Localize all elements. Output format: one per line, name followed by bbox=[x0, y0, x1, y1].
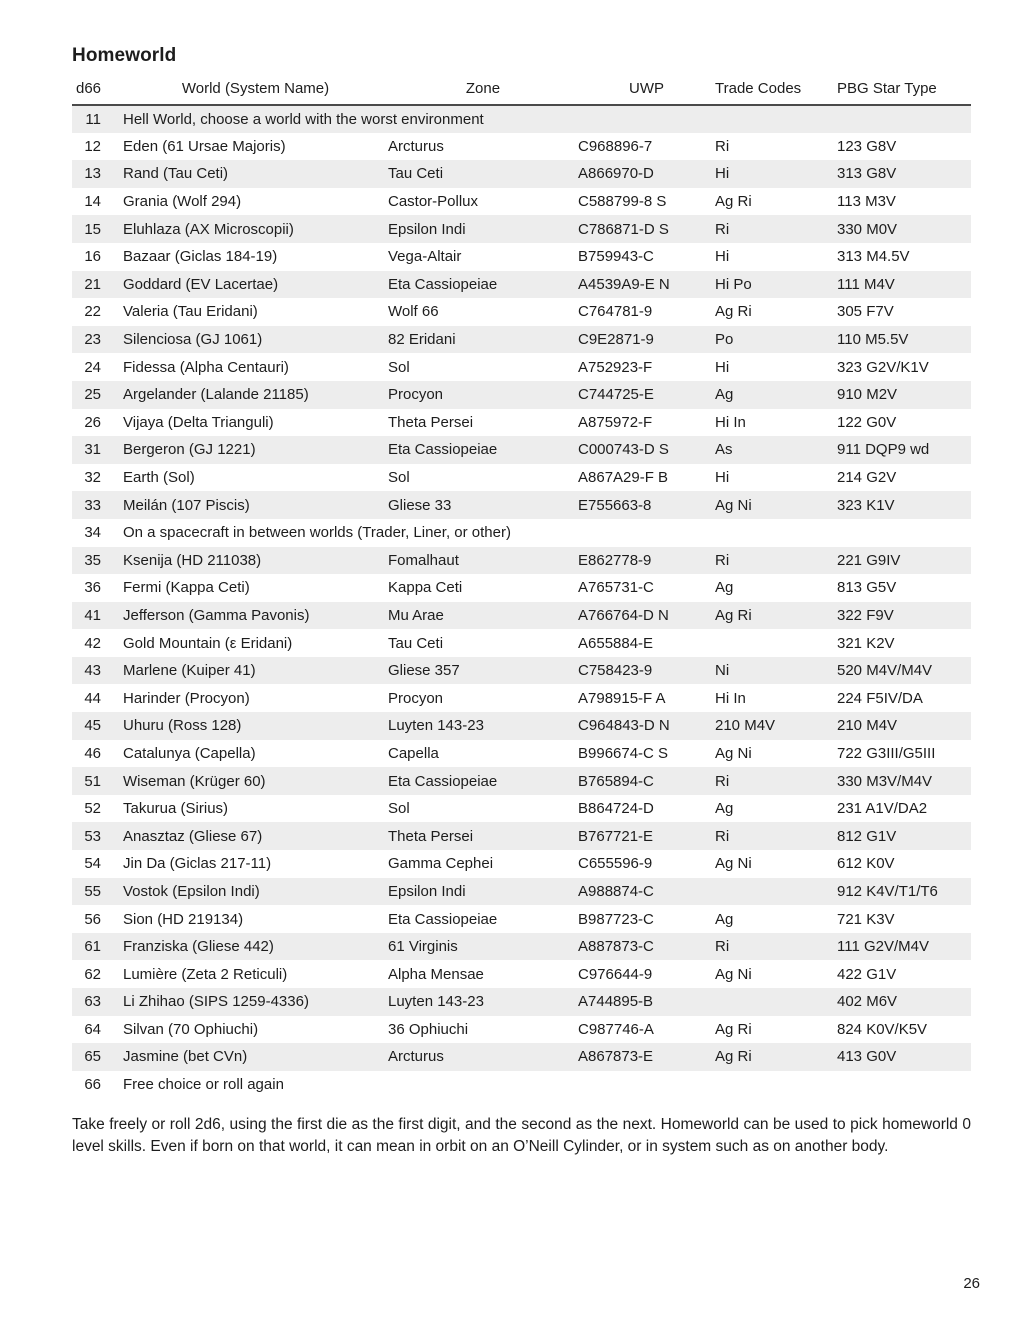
table-row bbox=[72, 436, 971, 464]
cell-d66: 34 bbox=[84, 524, 101, 542]
cell-zone: Tau Ceti bbox=[388, 634, 444, 652]
cell-uwp: A866970-D bbox=[578, 165, 654, 183]
table-row bbox=[72, 1016, 971, 1044]
cell-zone: Eta Cassiopeiae bbox=[388, 910, 498, 928]
cell-zone: Eta Cassiopeiae bbox=[388, 441, 498, 459]
cell-world: Bergeron (GJ 1221) bbox=[123, 441, 256, 459]
cell-trade: As bbox=[715, 441, 733, 459]
cell-uwp: B759943-C bbox=[578, 248, 654, 266]
cell-zone: Arcturus bbox=[388, 137, 444, 155]
table-row bbox=[72, 519, 971, 547]
cell-pbg: 224 F5IV/DA bbox=[837, 689, 923, 707]
cell-d66: 12 bbox=[84, 137, 101, 155]
cell-d66: 54 bbox=[84, 855, 101, 873]
cell-zone: Kappa Ceti bbox=[388, 579, 463, 597]
cell-uwp: E862778-9 bbox=[578, 551, 652, 569]
cell-trade: Ag Ri bbox=[715, 303, 752, 321]
cell-world: Wiseman (Krüger 60) bbox=[123, 772, 266, 790]
cell-world: Takurua (Sirius) bbox=[123, 800, 229, 818]
cell-trade: Ag Ni bbox=[715, 855, 752, 873]
table-row bbox=[72, 271, 971, 299]
page-number: 26 bbox=[963, 1275, 980, 1292]
cell-uwp: A798915-F A bbox=[578, 689, 666, 707]
cell-trade: Ag Ri bbox=[715, 193, 752, 211]
cell-trade bbox=[715, 878, 837, 906]
cell-world: Eluhlaza (AX Microscopii) bbox=[123, 220, 294, 238]
cell-zone: Gliese 357 bbox=[388, 662, 460, 680]
cell-world: Jefferson (Gamma Pavonis) bbox=[123, 606, 310, 624]
cell-pbg: 214 G2V bbox=[837, 469, 897, 487]
cell-pbg: 812 G1V bbox=[837, 827, 897, 845]
cell-zone: Sol bbox=[388, 358, 410, 376]
cell-d66: 46 bbox=[84, 744, 101, 762]
cell-world: Franziska (Gliese 442) bbox=[123, 938, 274, 956]
cell-pbg: 330 M0V bbox=[837, 220, 898, 238]
cell-zone: Eta Cassiopeiae bbox=[388, 275, 498, 293]
cell-zone: Luyten 143-23 bbox=[388, 717, 484, 735]
cell-trade: Hi bbox=[715, 469, 730, 487]
cell-world: Catalunya (Capella) bbox=[123, 744, 256, 762]
column-header-d66: d66 bbox=[72, 80, 123, 105]
cell-zone: Arcturus bbox=[388, 1048, 444, 1066]
cell-world: Rand (Tau Ceti) bbox=[123, 165, 229, 183]
cell-pbg: 402 M6V bbox=[837, 993, 898, 1011]
cell-zone: Epsilon Indi bbox=[388, 882, 466, 900]
table-row bbox=[72, 188, 971, 216]
cell-zone: Vega-Altair bbox=[388, 248, 462, 266]
cell-zone: Gamma Cephei bbox=[388, 855, 494, 873]
cell-world: Eden (61 Ursae Majoris) bbox=[123, 137, 286, 155]
cell-world: Jasmine (bet CVn) bbox=[123, 1048, 248, 1066]
table-row bbox=[72, 1071, 971, 1099]
cell-zone: Wolf 66 bbox=[388, 303, 439, 321]
cell-trade: Ni bbox=[715, 662, 730, 680]
cell-uwp: C744725-E bbox=[578, 386, 654, 404]
cell-world: Fermi (Kappa Ceti) bbox=[123, 579, 250, 597]
cell-trade: Ri bbox=[715, 551, 730, 569]
cell-trade: Ag bbox=[715, 800, 734, 818]
cell-d66: 31 bbox=[84, 441, 101, 459]
cell-pbg: 111 M4V bbox=[837, 275, 895, 293]
cell-d66: 21 bbox=[84, 275, 101, 293]
cell-zone: Capella bbox=[388, 744, 439, 762]
cell-d66: 55 bbox=[84, 882, 101, 900]
cell-trade: Hi bbox=[715, 358, 730, 376]
table-body bbox=[72, 105, 971, 1098]
cell-trade: Ri bbox=[715, 772, 730, 790]
cell-d66: 45 bbox=[84, 717, 101, 735]
cell-trade: Ag Ni bbox=[715, 744, 752, 762]
cell-pbg: 231 A1V/DA2 bbox=[837, 800, 928, 818]
column-header-zone: Zone bbox=[388, 80, 578, 105]
column-header-world: World (System Name) bbox=[123, 80, 388, 105]
table-row bbox=[72, 160, 971, 188]
cell-zone: Mu Arae bbox=[388, 606, 444, 624]
table-row bbox=[72, 822, 971, 850]
cell-pbg: 911 DQP9 wd bbox=[837, 441, 930, 459]
cell-trade: Ri bbox=[715, 220, 730, 238]
cell-world: Meilán (107 Piscis) bbox=[123, 496, 250, 514]
column-header-trade-codes: Trade Codes bbox=[715, 80, 837, 105]
table-row bbox=[72, 464, 971, 492]
cell-pbg: 413 G0V bbox=[837, 1048, 897, 1066]
cell-uwp: C964843-D N bbox=[578, 717, 670, 735]
cell-trade: Ag bbox=[715, 579, 734, 597]
cell-uwp: E755663-8 bbox=[578, 496, 652, 514]
cell-zone: Theta Persei bbox=[388, 413, 474, 431]
cell-d66: 66 bbox=[84, 1076, 101, 1094]
cell-zone: Fomalhaut bbox=[388, 551, 459, 569]
cell-d66: 14 bbox=[84, 193, 101, 211]
table-row bbox=[72, 381, 971, 409]
column-header-uwp: UWP bbox=[578, 80, 715, 105]
cell-world: Lumière (Zeta 2 Reticuli) bbox=[123, 965, 288, 983]
cell-trade: Ag Ri bbox=[715, 1020, 752, 1038]
cell-pbg: 824 K0V/K5V bbox=[837, 1020, 928, 1038]
cell-pbg: 910 M2V bbox=[837, 386, 898, 404]
cell-d66: 52 bbox=[84, 800, 101, 818]
cell-trade: Ri bbox=[715, 137, 730, 155]
cell-d66: 25 bbox=[84, 386, 101, 404]
cell-world: Gold Mountain (ε Eridani) bbox=[123, 634, 293, 652]
cell-uwp: A867873-E bbox=[578, 1048, 654, 1066]
cell-uwp: C9E2871-9 bbox=[578, 331, 654, 349]
cell-d66: 61 bbox=[84, 938, 101, 956]
cell-uwp: B996674-C S bbox=[578, 744, 669, 762]
cell-trade: Ag Ri bbox=[715, 1048, 752, 1066]
table-row bbox=[72, 740, 971, 768]
homeworld-table bbox=[72, 80, 971, 1098]
cell-uwp: A875972-F bbox=[578, 413, 653, 431]
cell-uwp: C655596-9 bbox=[578, 855, 653, 873]
cell-trade: Ag bbox=[715, 386, 734, 404]
cell-pbg: 305 F7V bbox=[837, 303, 894, 321]
cell-world: Jin Da (Giclas 217-11) bbox=[123, 855, 272, 873]
cell-trade: Po bbox=[715, 331, 734, 349]
cell-zone: 36 Ophiuchi bbox=[388, 1020, 469, 1038]
cell-trade: Ag Ni bbox=[715, 965, 752, 983]
cell-uwp: C764781-9 bbox=[578, 303, 653, 321]
cell-trade: Ag bbox=[715, 910, 734, 928]
cell-zone: Sol bbox=[388, 800, 410, 818]
cell-d66: 35 bbox=[84, 551, 101, 569]
cell-world: Sion (HD 219134) bbox=[123, 910, 244, 928]
table-row bbox=[72, 133, 971, 161]
cell-full-text: On a spacecraft in between worlds (Trader, Liner, or other) bbox=[123, 524, 511, 542]
table-row bbox=[72, 988, 971, 1016]
table-row bbox=[72, 933, 971, 961]
cell-trade bbox=[715, 629, 837, 657]
cell-trade: Hi In bbox=[715, 689, 746, 707]
cell-d66: 41 bbox=[84, 606, 101, 624]
cell-d66: 32 bbox=[84, 469, 101, 487]
cell-pbg: 323 G2V/K1V bbox=[837, 358, 929, 376]
table-row bbox=[72, 629, 971, 657]
cell-uwp: C588799-8 S bbox=[578, 193, 667, 211]
page-content bbox=[72, 46, 971, 1173]
table-row bbox=[72, 795, 971, 823]
cell-pbg: 813 G5V bbox=[837, 579, 897, 597]
cell-d66: 36 bbox=[84, 579, 101, 597]
cell-uwp: A655884-E bbox=[578, 634, 654, 652]
cell-d66: 42 bbox=[84, 634, 101, 652]
cell-world: Vijaya (Delta Trianguli) bbox=[123, 413, 274, 431]
cell-world: Silenciosa (GJ 1061) bbox=[123, 331, 263, 349]
cell-pbg: 520 M4V/M4V bbox=[837, 662, 933, 680]
cell-zone: Sol bbox=[388, 469, 410, 487]
table-row bbox=[72, 767, 971, 795]
table-row bbox=[72, 491, 971, 519]
cell-uwp: C987746-A bbox=[578, 1020, 654, 1038]
cell-pbg: 323 K1V bbox=[837, 496, 895, 514]
cell-uwp: A4539A9-E N bbox=[578, 275, 670, 293]
cell-trade: Hi In bbox=[715, 413, 746, 431]
cell-pbg: 321 K2V bbox=[837, 634, 895, 652]
cell-pbg: 113 M3V bbox=[837, 193, 896, 211]
cell-uwp: B864724-D bbox=[578, 800, 654, 818]
cell-uwp: C976644-9 bbox=[578, 965, 653, 983]
cell-trade: 210 M4V bbox=[715, 717, 776, 735]
cell-pbg: 122 G0V bbox=[837, 413, 897, 431]
cell-d66: 65 bbox=[84, 1048, 101, 1066]
cell-uwp: C968896-7 bbox=[578, 137, 653, 155]
cell-pbg: 721 K3V bbox=[837, 910, 895, 928]
cell-trade bbox=[715, 988, 837, 1016]
table-header-row bbox=[72, 80, 971, 105]
cell-world: Grania (Wolf 294) bbox=[123, 193, 242, 211]
cell-world: Silvan (70 Ophiuchi) bbox=[123, 1020, 259, 1038]
cell-uwp: A887873-C bbox=[578, 938, 654, 956]
cell-d66: 64 bbox=[84, 1020, 101, 1038]
cell-uwp: C758423-9 bbox=[578, 662, 653, 680]
cell-world: Li Zhihao (SIPS 1259-4336) bbox=[123, 993, 309, 1011]
cell-d66: 53 bbox=[84, 827, 101, 845]
cell-zone: Procyon bbox=[388, 386, 444, 404]
cell-world: Argelander (Lalande 21185) bbox=[123, 386, 309, 404]
cell-d66: 56 bbox=[84, 910, 101, 928]
table-row bbox=[72, 326, 971, 354]
cell-d66: 62 bbox=[84, 965, 101, 983]
cell-world: Uhuru (Ross 128) bbox=[123, 717, 242, 735]
cell-d66: 22 bbox=[84, 303, 101, 321]
cell-pbg: 123 G8V bbox=[837, 137, 897, 155]
page-title: Homeworld bbox=[72, 45, 177, 66]
cell-zone: Luyten 143-23 bbox=[388, 993, 484, 1011]
table-row bbox=[72, 298, 971, 326]
cell-world: Bazaar (Giclas 184-19) bbox=[123, 248, 278, 266]
cell-uwp: A766764-D N bbox=[578, 606, 669, 624]
cell-d66: 24 bbox=[84, 358, 101, 376]
table-row bbox=[72, 1043, 971, 1071]
cell-trade: Ag Ni bbox=[715, 496, 752, 514]
cell-zone: 82 Eridani bbox=[388, 331, 456, 349]
table-row bbox=[72, 215, 971, 243]
cell-d66: 63 bbox=[84, 993, 101, 1011]
cell-d66: 51 bbox=[84, 772, 101, 790]
table-row bbox=[72, 602, 971, 630]
cell-pbg: 912 K4V/T1/T6 bbox=[837, 882, 938, 900]
cell-zone: Procyon bbox=[388, 689, 444, 707]
cell-pbg: 111 G2V/M4V bbox=[837, 938, 929, 956]
cell-uwp: B767721-E bbox=[578, 827, 654, 845]
cell-d66: 11 bbox=[85, 110, 101, 128]
cell-world: Ksenija (HD 211038) bbox=[123, 551, 262, 569]
table-row bbox=[72, 105, 971, 133]
cell-pbg: 612 K0V bbox=[837, 855, 895, 873]
cell-trade: Ri bbox=[715, 938, 730, 956]
cell-zone: Eta Cassiopeiae bbox=[388, 772, 498, 790]
cell-pbg: 322 F9V bbox=[837, 606, 894, 624]
cell-d66: 26 bbox=[84, 413, 101, 431]
footnote-paragraph: Take freely or roll 2d6, using the first die as the first digit, and the second as the next. Homeworld can be used to pick homeworld 0 level skills. Even if born on that world, it can mean in orbit on an O’Neill Cylinder, or in system such as on another body. bbox=[72, 1116, 971, 1155]
table-row bbox=[72, 905, 971, 933]
cell-zone: Epsilon Indi bbox=[388, 220, 466, 238]
cell-world: Goddard (EV Lacertae) bbox=[123, 275, 279, 293]
cell-d66: 15 bbox=[84, 220, 101, 238]
cell-uwp: A744895-B bbox=[578, 993, 654, 1011]
table-row bbox=[72, 353, 971, 381]
cell-pbg: 110 M5.5V bbox=[837, 331, 909, 349]
cell-uwp: C786871-D S bbox=[578, 220, 669, 238]
table-row bbox=[72, 574, 971, 602]
table-row bbox=[72, 243, 971, 271]
cell-d66: 33 bbox=[84, 496, 101, 514]
cell-zone: Alpha Mensae bbox=[388, 965, 484, 983]
cell-full-text: Hell World, choose a world with the worst environment bbox=[123, 110, 484, 128]
cell-pbg: 313 G8V bbox=[837, 165, 897, 183]
cell-pbg: 210 M4V bbox=[837, 717, 898, 735]
table-row bbox=[72, 878, 971, 906]
cell-d66: 13 bbox=[84, 165, 101, 183]
cell-uwp: A867A29-F B bbox=[578, 469, 669, 487]
cell-pbg: 313 M4.5V bbox=[837, 248, 910, 266]
table-row bbox=[72, 960, 971, 988]
table-row bbox=[72, 850, 971, 878]
cell-zone: Tau Ceti bbox=[388, 165, 444, 183]
cell-world: Marlene (Kuiper 41) bbox=[123, 662, 256, 680]
table-row bbox=[72, 712, 971, 740]
cell-pbg: 221 G9IV bbox=[837, 551, 901, 569]
cell-uwp: A752923-F bbox=[578, 358, 653, 376]
table-row bbox=[72, 684, 971, 712]
cell-trade: Ag Ri bbox=[715, 606, 752, 624]
cell-d66: 43 bbox=[84, 662, 101, 680]
cell-pbg: 722 G3III/G5III bbox=[837, 744, 936, 762]
cell-full-text: Free choice or roll again bbox=[123, 1076, 284, 1094]
cell-pbg: 330 M3V/M4V bbox=[837, 772, 933, 790]
cell-pbg: 422 G1V bbox=[837, 965, 897, 983]
cell-trade: Ri bbox=[715, 827, 730, 845]
cell-uwp: A765731-C bbox=[578, 579, 654, 597]
cell-zone: Theta Persei bbox=[388, 827, 474, 845]
cell-trade: Hi bbox=[715, 248, 730, 266]
cell-uwp: A988874-C bbox=[578, 882, 654, 900]
table-row bbox=[72, 409, 971, 437]
cell-zone: 61 Virginis bbox=[388, 938, 458, 956]
cell-world: Earth (Sol) bbox=[123, 469, 195, 487]
cell-zone: Gliese 33 bbox=[388, 496, 452, 514]
table-header bbox=[72, 80, 971, 105]
table-row bbox=[72, 657, 971, 685]
cell-world: Anasztaz (Gliese 67) bbox=[123, 827, 263, 845]
cell-world: Valeria (Tau Eridani) bbox=[123, 303, 258, 321]
cell-trade: Hi Po bbox=[715, 275, 752, 293]
cell-zone: Castor-Pollux bbox=[388, 193, 479, 211]
cell-uwp: C000743-D S bbox=[578, 441, 669, 459]
cell-trade: Hi bbox=[715, 165, 730, 183]
cell-d66: 44 bbox=[84, 689, 101, 707]
cell-uwp: B765894-C bbox=[578, 772, 654, 790]
cell-world: Fidessa (Alpha Centauri) bbox=[123, 358, 289, 376]
cell-d66: 23 bbox=[84, 331, 101, 349]
cell-d66: 16 bbox=[84, 248, 101, 266]
column-header-pbg-star-type: PBG Star Type bbox=[837, 80, 971, 105]
cell-world: Harinder (Procyon) bbox=[123, 689, 250, 707]
cell-world: Vostok (Epsilon Indi) bbox=[123, 882, 260, 900]
table-row bbox=[72, 547, 971, 575]
cell-uwp: B987723-C bbox=[578, 910, 654, 928]
